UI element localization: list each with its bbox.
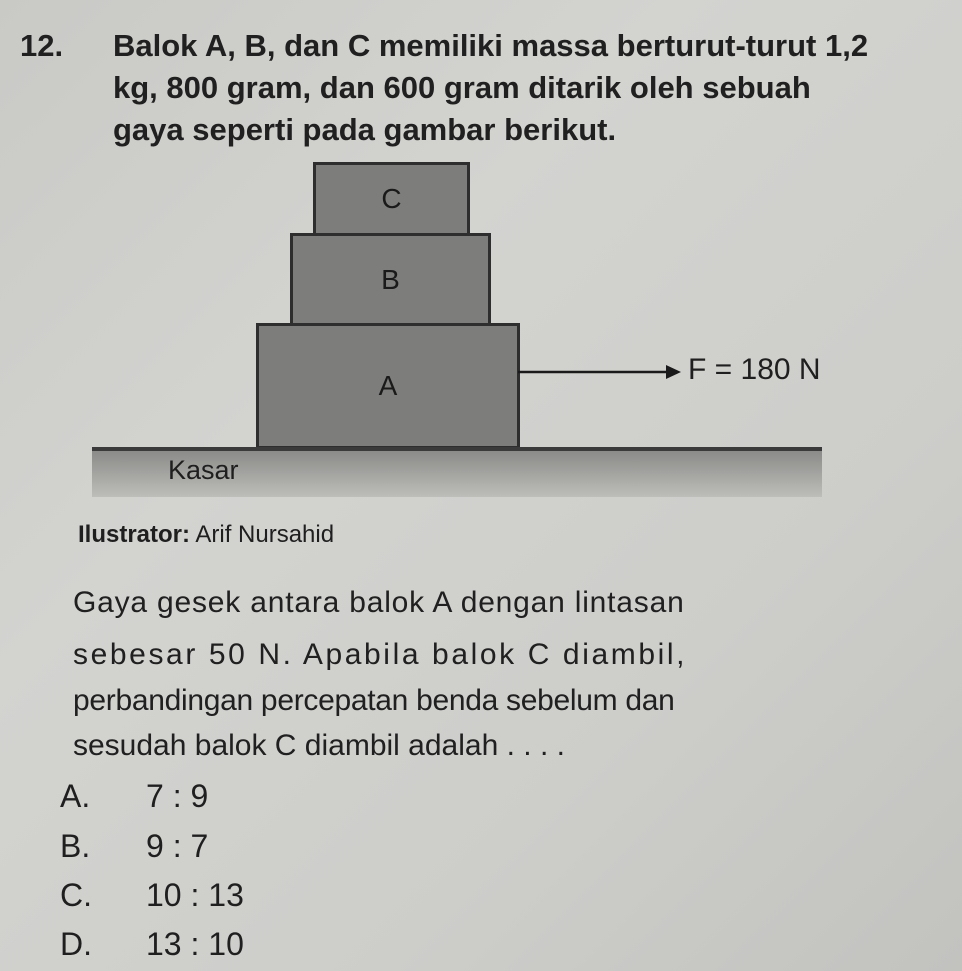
paragraph-line-3: perbandingan percepatan benda sebelum dan: [73, 684, 675, 717]
block-c-label: C: [381, 183, 402, 214]
option-c-value[interactable]: 10 : 13: [146, 877, 244, 913]
option-d-letter[interactable]: D.: [60, 926, 92, 962]
option-a-letter[interactable]: A.: [60, 778, 91, 814]
block-a-label: A: [378, 370, 398, 401]
question-line-1: Balok A, B, dan C memiliki massa berturut-turut 1,2: [113, 28, 869, 63]
block-b-label: B: [381, 263, 400, 295]
block-b: [290, 233, 491, 326]
force-label: F = 180 N: [688, 353, 821, 386]
surface-label: Kasar: [168, 455, 239, 485]
option-a-value[interactable]: 7 : 9: [146, 778, 209, 814]
option-b-value[interactable]: 9 : 7: [146, 828, 209, 864]
option-c-letter[interactable]: C.: [60, 877, 92, 913]
force-arrow: [518, 360, 688, 384]
illustrator-credit: [78, 521, 334, 549]
question-line-3: gaya seperti pada gambar berikut.: [113, 112, 617, 147]
credit-name: Arif Nursahid: [195, 521, 335, 548]
option-d-value[interactable]: 13 : 10: [146, 926, 244, 962]
paragraph-line-4: sesudah balok C diambil adalah . . . .: [73, 729, 565, 762]
credit-label: Ilustrator:: [78, 521, 191, 548]
block-a: [256, 323, 520, 449]
paragraph-line-1: Gaya gesek antara balok A dengan lintasan: [73, 586, 685, 619]
block-c: [313, 162, 470, 236]
option-b-letter[interactable]: B.: [60, 828, 91, 864]
force-arrow-head: [666, 365, 681, 379]
question-number: 12.: [20, 28, 64, 63]
paragraph-line-2: sebesar 50 N. Apabila balok C diambil,: [73, 638, 688, 671]
question-line-2: kg, 800 gram, dan 600 gram ditarik oleh sebuah: [113, 70, 811, 105]
